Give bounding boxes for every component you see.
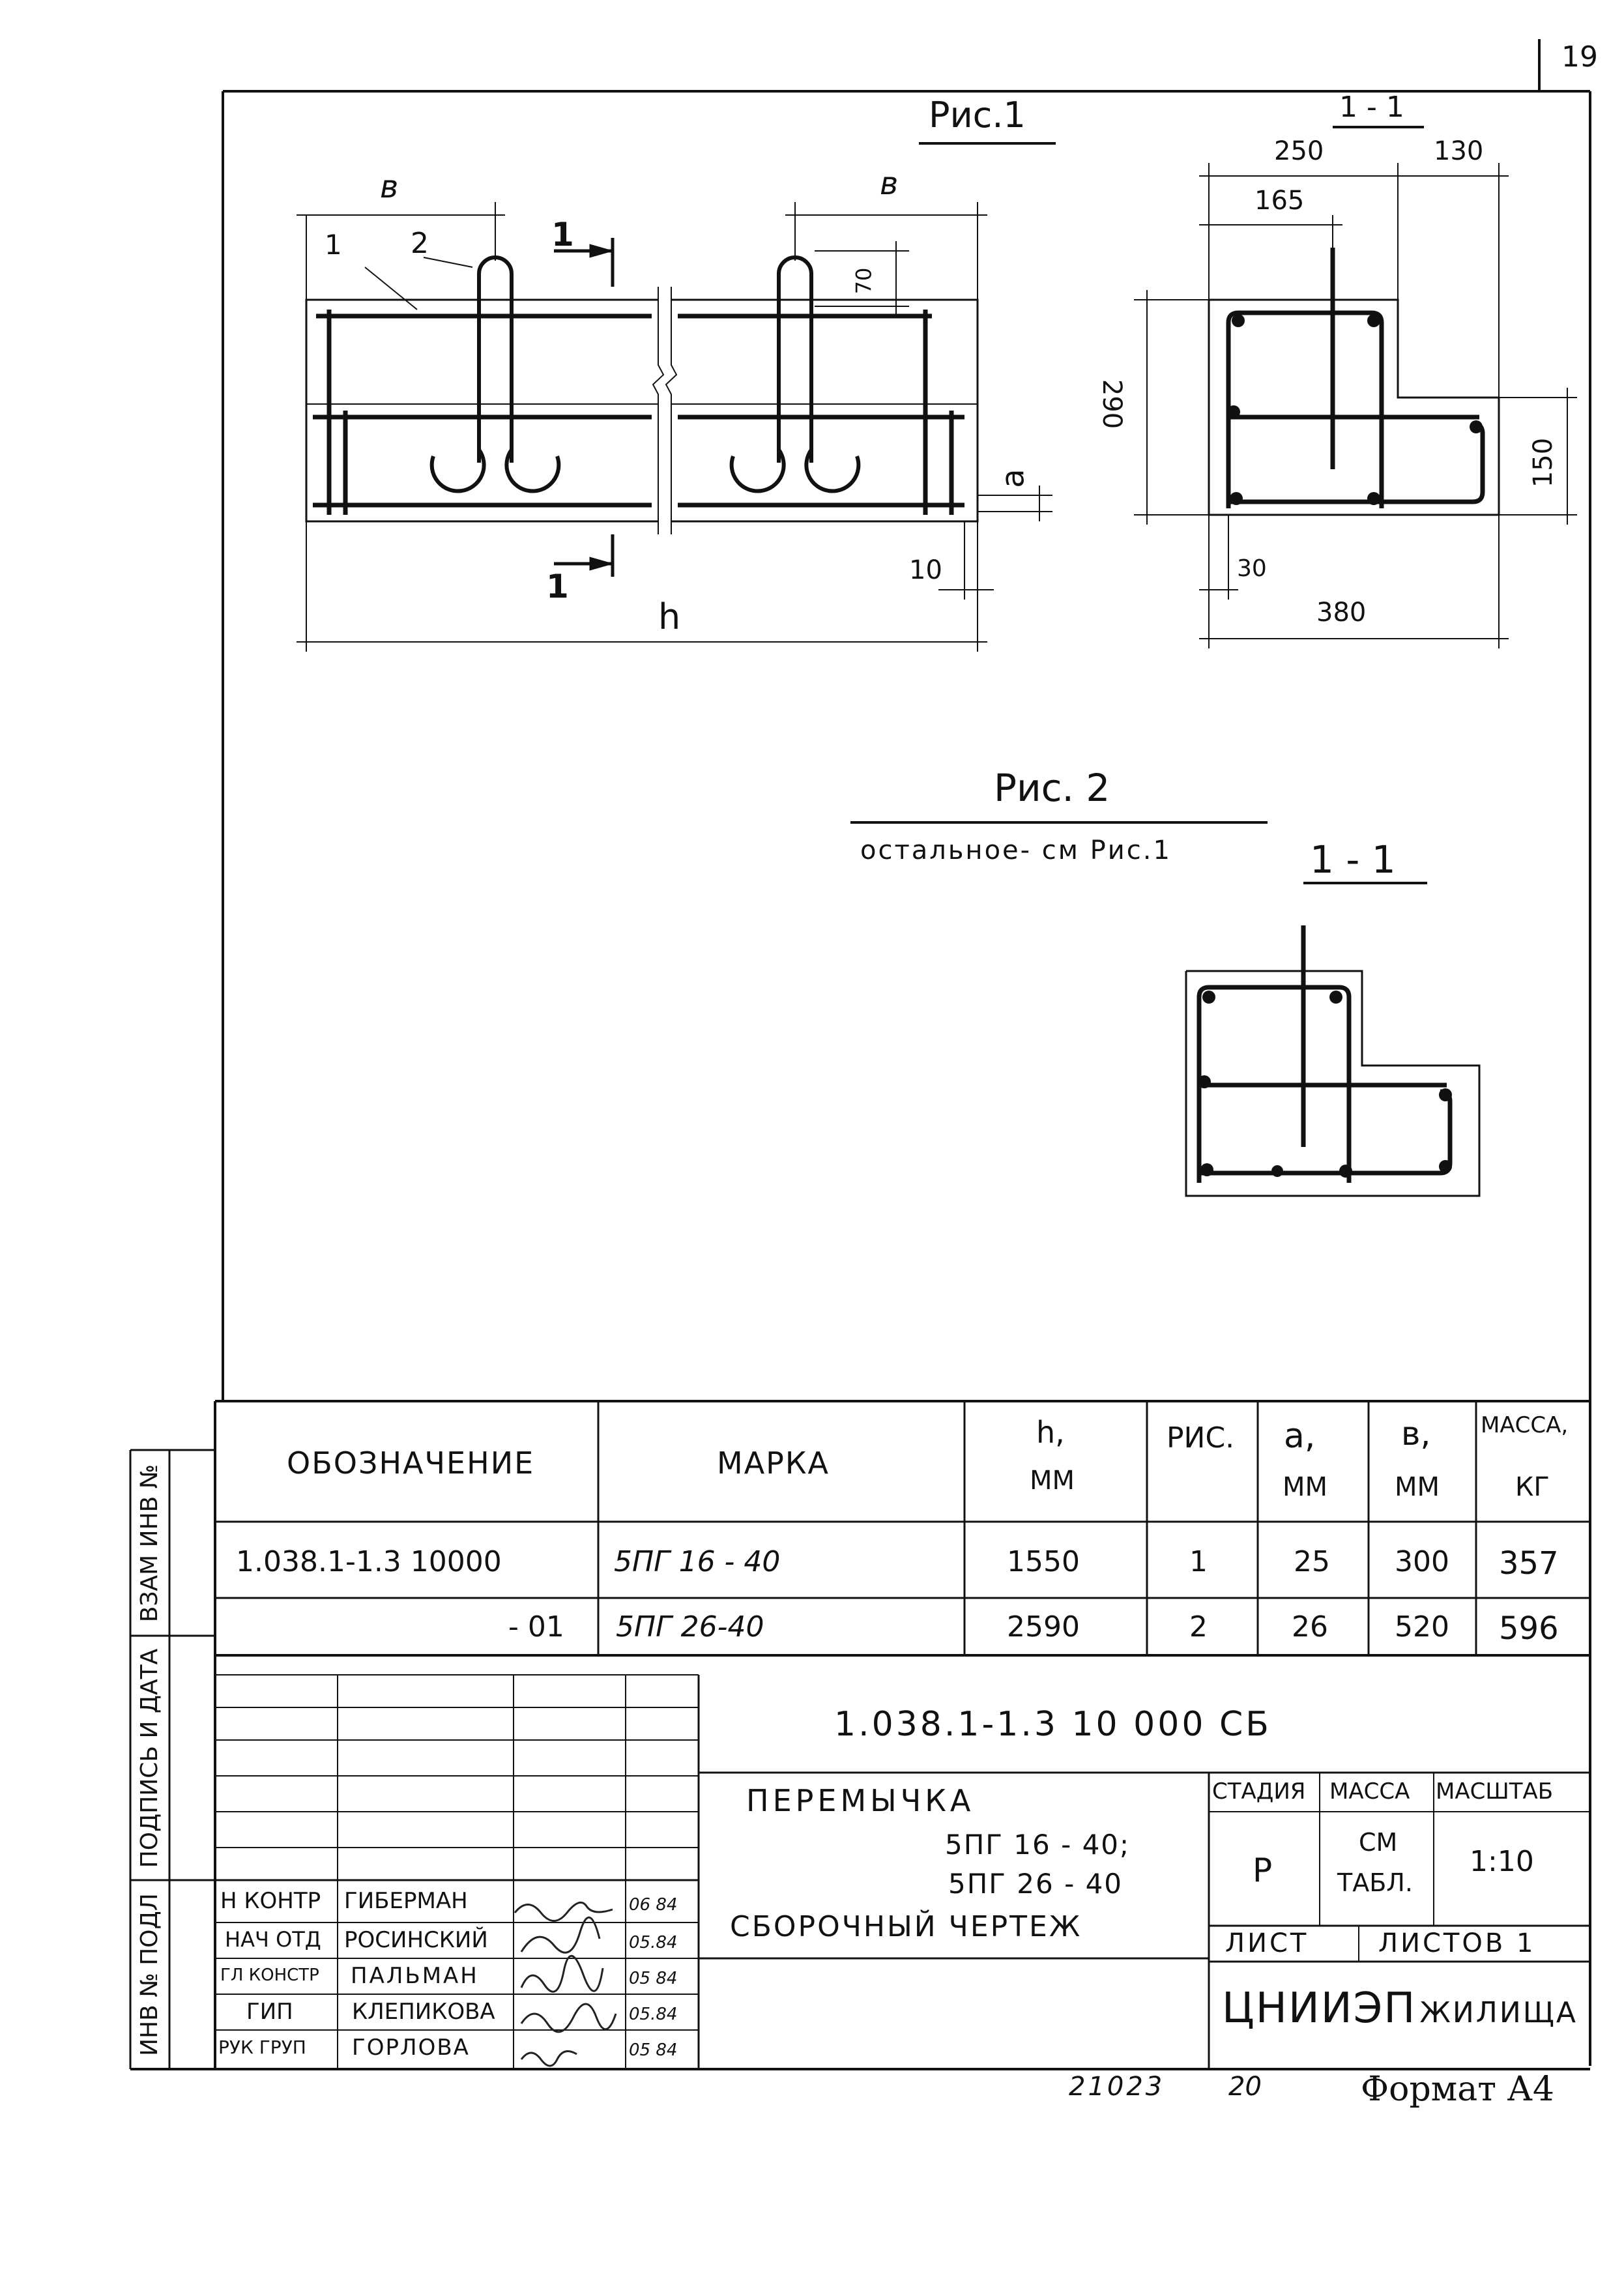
org-main: ЦНИИЭП bbox=[1222, 1984, 1417, 2033]
sig2-name: РОСИНСКИЙ bbox=[344, 1927, 488, 1953]
row2-length: 2590 bbox=[1007, 1610, 1080, 1644]
header-mass: МАССА, bbox=[1481, 1412, 1569, 1438]
dim-290: 290 bbox=[1097, 379, 1127, 429]
dim-130: 130 bbox=[1434, 136, 1484, 166]
header-length: h, bbox=[1036, 1415, 1065, 1450]
dim-10: 10 bbox=[909, 555, 942, 585]
footer-page: 20 bbox=[1228, 2072, 1262, 2102]
mass-value1: СМ bbox=[1359, 1828, 1398, 1857]
sig4-date: 05.84 bbox=[629, 2005, 678, 2024]
sig3-role: ГЛ КОНСТР bbox=[220, 1966, 319, 1985]
dim-165: 165 bbox=[1254, 186, 1305, 216]
row1-mark: 5ПГ 16 - 40 bbox=[614, 1545, 781, 1578]
margin-podpis-data: ПОДПИСЬ И ДАТА bbox=[136, 1648, 163, 1868]
organization-name bbox=[1222, 1984, 1578, 2033]
footer-format: Формат А4 bbox=[1361, 2070, 1554, 2109]
doc-code: 1.038.1-1.3 10 000 СБ bbox=[834, 1705, 1271, 1744]
page-number: 19 bbox=[1561, 40, 1598, 74]
name-line1: ПЕРЕМЫЧКА bbox=[746, 1783, 975, 1818]
row2-fig: 2 bbox=[1189, 1610, 1208, 1644]
dim-h: h bbox=[658, 596, 681, 637]
sheets-label: ЛИСТОВ 1 bbox=[1378, 1928, 1536, 1958]
sheet-label: ЛИСТ bbox=[1225, 1928, 1309, 1958]
section-1-1 bbox=[1134, 163, 1577, 648]
header-b-unit: ММ bbox=[1395, 1472, 1440, 1502]
row1-fig: 1 bbox=[1189, 1545, 1208, 1578]
fig2-note: остальное- см Рис.1 bbox=[860, 835, 1172, 865]
sig1-date: 06 84 bbox=[629, 1895, 678, 1915]
pos-1-label: 1 bbox=[325, 229, 342, 261]
header-a: а, bbox=[1284, 1417, 1316, 1456]
dim-30: 30 bbox=[1237, 555, 1267, 582]
name-line3: 5ПГ 26 - 40 bbox=[948, 1868, 1124, 1900]
header-designation: ОБОЗНАЧЕНИЕ bbox=[287, 1445, 535, 1481]
name-line4: СБОРОЧНЫЙ ЧЕРТЕЖ bbox=[730, 1910, 1082, 1943]
sig5-role: РУК ГРУП bbox=[218, 2037, 306, 2058]
sig1-role: Н КОНТР bbox=[220, 1888, 321, 1914]
header-b: в, bbox=[1401, 1415, 1431, 1453]
sig3-name: ПАЛЬМАН bbox=[351, 1963, 479, 1989]
row1-mass: 357 bbox=[1499, 1545, 1559, 1582]
stage-value: Р bbox=[1253, 1851, 1273, 1889]
cut-label-top: 1 bbox=[551, 216, 574, 254]
fig2-section-title: 1 - 1 bbox=[1310, 837, 1396, 882]
scale-label: МАСШТАБ bbox=[1436, 1778, 1554, 1805]
sig4-role: ГИП bbox=[246, 1999, 293, 2025]
dim-b-right: в bbox=[880, 166, 899, 202]
dim-380: 380 bbox=[1316, 598, 1367, 628]
header-mark: МАРКА bbox=[717, 1445, 830, 1481]
sig4-name: КЛЕПИКОВА bbox=[352, 1999, 495, 2025]
row2-mass: 596 bbox=[1499, 1610, 1559, 1647]
dim-a: а bbox=[994, 469, 1032, 488]
row1-b: 300 bbox=[1395, 1545, 1449, 1578]
mass-label: МАССА bbox=[1329, 1778, 1410, 1805]
dim-70: 70 bbox=[851, 267, 877, 295]
mass-value2: ТАБЛ. bbox=[1337, 1868, 1413, 1897]
pos-2-label: 2 bbox=[411, 227, 429, 260]
row2-mark: 5ПГ 26-40 bbox=[616, 1610, 764, 1644]
dim-b-left: в bbox=[380, 169, 399, 205]
header-fig: РИС. bbox=[1167, 1421, 1235, 1455]
dim-150: 150 bbox=[1528, 437, 1559, 488]
header-mass-unit: КГ bbox=[1515, 1472, 1550, 1502]
row1-designation: 1.038.1-1.3 10000 bbox=[236, 1545, 502, 1578]
fig1-title: Рис.1 bbox=[929, 94, 1026, 136]
footer-inv-number: 21023 bbox=[1069, 2072, 1165, 2102]
name-line2: 5ПГ 16 - 40; bbox=[945, 1829, 1131, 1861]
sig3-date: 05 84 bbox=[629, 1969, 678, 1988]
signatures-scribbles bbox=[515, 1902, 616, 2066]
row1-length: 1550 bbox=[1007, 1545, 1080, 1578]
stage-label: СТАДИЯ bbox=[1212, 1778, 1306, 1805]
section-1-title: 1 - 1 bbox=[1339, 91, 1404, 124]
row2-a: 26 bbox=[1292, 1610, 1328, 1644]
org-suffix: ЖИЛИЩА bbox=[1419, 1996, 1578, 2029]
header-a-unit: ММ bbox=[1283, 1472, 1328, 1502]
margin-inv-podl: ИНВ № ПОДЛ bbox=[136, 1893, 163, 2056]
dim-250: 250 bbox=[1274, 136, 1324, 166]
sig5-name: ГОРЛОВА bbox=[352, 2035, 470, 2061]
cut-label-bottom: 1 bbox=[546, 568, 569, 605]
row1-a: 25 bbox=[1294, 1545, 1330, 1578]
row2-designation: - 01 bbox=[508, 1610, 564, 1644]
fig2-section bbox=[1186, 925, 1479, 1196]
header-length-unit: ММ bbox=[1030, 1466, 1075, 1496]
sig2-role: НАЧ ОТД bbox=[225, 1927, 321, 1952]
row2-b: 520 bbox=[1395, 1610, 1449, 1644]
sig1-name: ГИБЕРМАН bbox=[344, 1888, 468, 1914]
sig2-date: 05.84 bbox=[629, 1933, 678, 1952]
scale-value: 1:10 bbox=[1470, 1845, 1534, 1878]
fig2-title: Рис. 2 bbox=[994, 766, 1110, 810]
sig5-date: 05 84 bbox=[629, 2040, 678, 2060]
margin-vzam-inv: ВЗАМ ИНВ № bbox=[136, 1464, 163, 1623]
